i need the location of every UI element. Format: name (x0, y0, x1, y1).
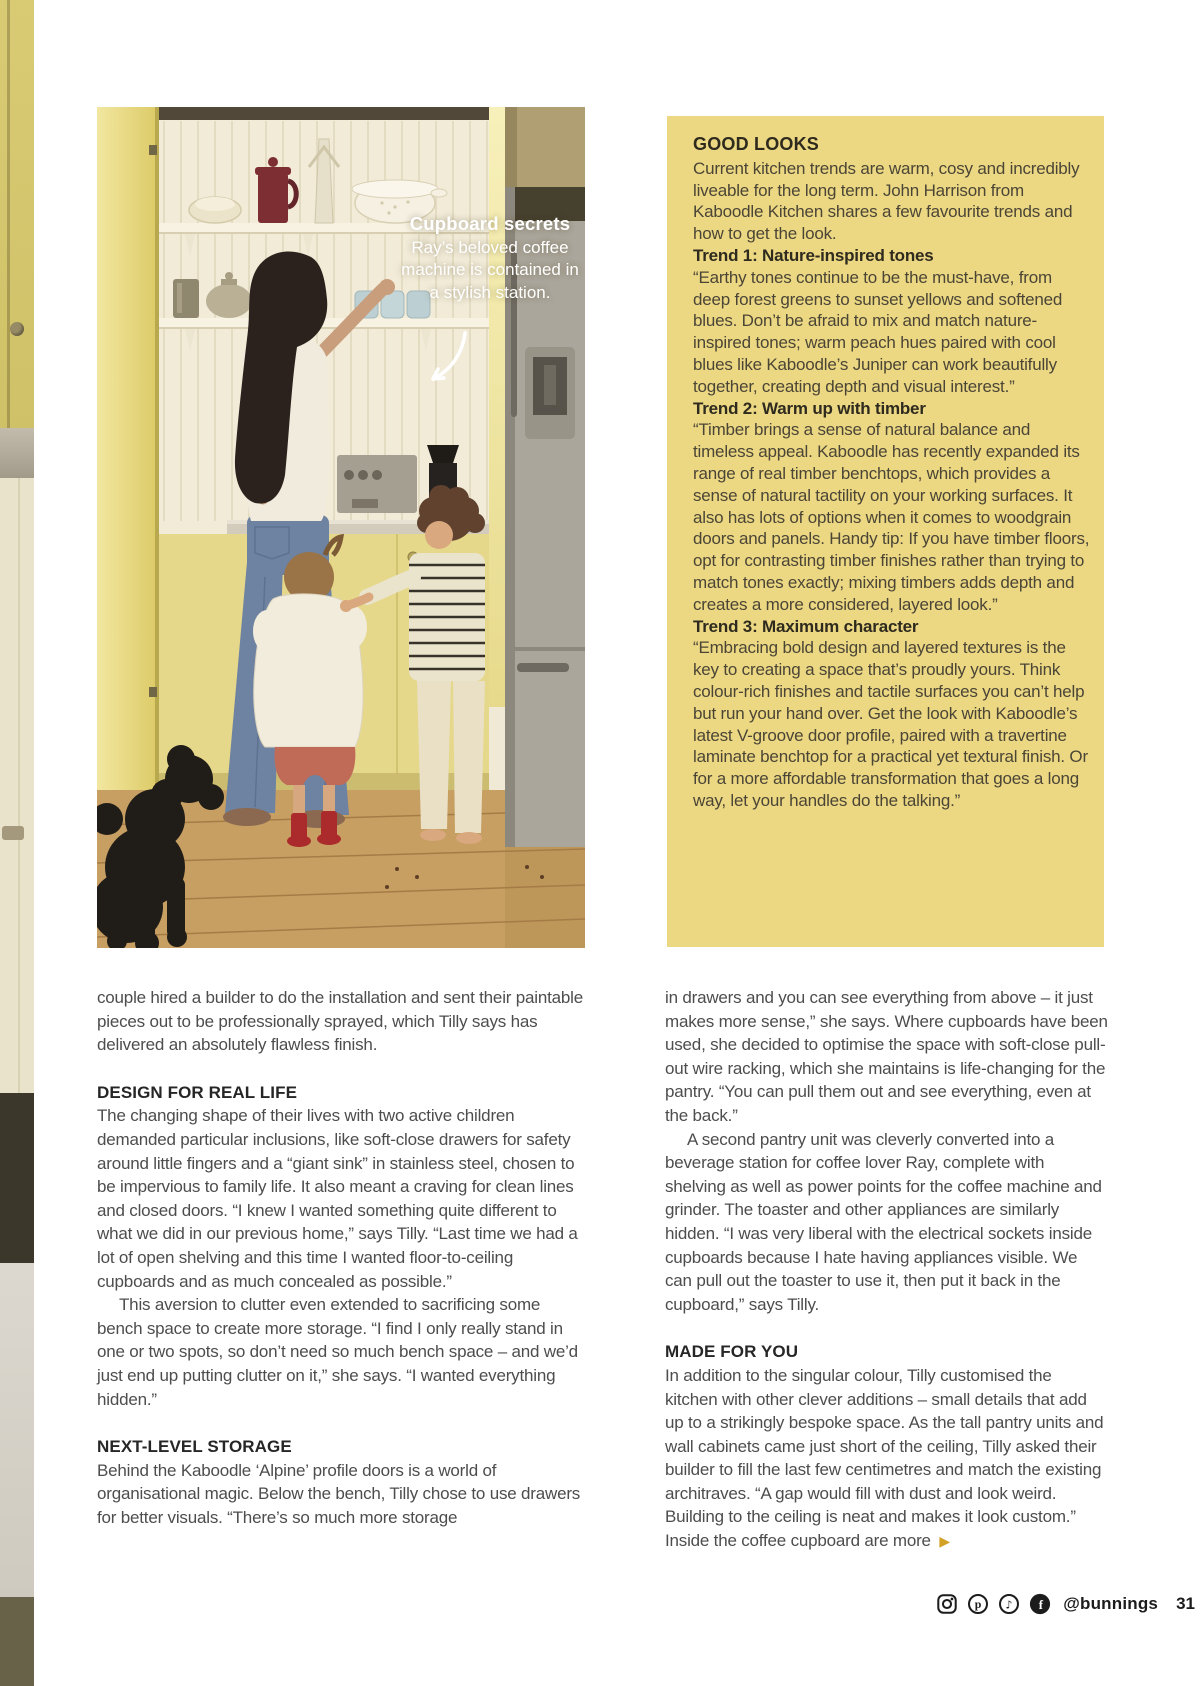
design-paragraph-1: The changing shape of their lives with two active children demanded particular inclusions, like soft-close drawers for safety around little fingers and a “giant sink” in stainless steel, chosen to be impervious to family life. It also meant a craving for clean lines and closed doors. “I knew I wanted something quite different to what we did in our previous home,” says Tilly. “Last time we had a lot of open shelving and this time I wanted floor-to-ceiling cupboards and as much concealed as possible.” (97, 1106, 578, 1291)
facebook-icon[interactable] (1029, 1593, 1051, 1615)
storage-paragraph-1: Behind the Kaboodle ‘Alpine’ profile doors is a world of organisational magic. Below the bench, Tilly chose to use drawers for better visuals. “There’s so much more storage (97, 1460, 581, 1527)
edge-lower-cabinet (0, 1597, 34, 1686)
left-open-door (97, 107, 159, 827)
trend-2-body: “Timber brings a sense of natural balance and timeless appeal. Kaboodle has recently expanded its range of real timber benchtops, which provides a sense of natural tactility on your working surfaces. It also has lots of options when it comes to woodgrain doors and panels. Handy tip: If you have timber floors, opt for contrasting timber finishes rather than trying to match tones exactly; mixing timbers adds depth and creates a more considered, layered look.” (693, 420, 1090, 614)
edge-cabinet-handle (2, 826, 24, 840)
article-left-column (97, 986, 589, 1529)
pinterest-icon[interactable] (967, 1593, 989, 1615)
trend-1-heading: Trend 1: Nature-inspired tones (693, 245, 934, 265)
trend-3-heading: Trend 3: Maximum character (693, 616, 919, 636)
svg-text:p: p (974, 1597, 982, 1612)
page-number: 31 (1176, 1594, 1195, 1613)
section-heading-made-for-you: MADE FOR YOU (665, 1342, 799, 1362)
social-handle: @bunnings (1063, 1594, 1159, 1613)
edge-marble-surface (0, 1263, 34, 1597)
edge-canister (0, 428, 34, 478)
svg-text:♪: ♪ (1005, 1598, 1013, 1612)
good-looks-box (667, 116, 1104, 947)
made-for-you-text: In addition to the singular colour, Tilly customised the kitchen with other clever additions – small details that add up to a strikingly bespoke space. As the tall pantry units and wall cabinets came just short of the ceiling, Tilly asked their builder to fill the last few centimetres and match the existing architraves. “A gap would fill with dust and look weird. Building to the ceiling is neat and makes it look custom.” Inside the coffee cupboard are more (665, 1365, 1104, 1551)
right-paragraph-2: A second pantry unit was cleverly converted into a beverage station for coffee lover Ray, complete with shelving as well as power points for the coffee machine and grinder. The toaster and other appliances are similarly hidden. “I was very liberal with the electrical sockets inside cupboards because I hate having appliances visible. We can pull out the toaster to use it, then put it back in the cupboard,” says Tilly. (665, 1129, 1102, 1314)
kitchen-photo (97, 107, 585, 948)
left-lead-paragraph: couple hired a builder to do the installation and sent their paintable pieces out to be professionally sprayed, which Tilly says has delivered an absolutely flawless finish. (97, 988, 583, 1055)
edge-cabinet-lower (0, 478, 34, 1093)
section-heading-design-for-real-life: DESIGN FOR REAL LIFE (97, 1082, 298, 1102)
tiktok-icon[interactable] (998, 1593, 1020, 1615)
right-paragraph-1: in drawers and you can see everything from above – it just makes more sense,” she says. Where cupboards have been used, she decided to optimise the space with soft-close pull-out wire racking, which she maintains is life-changing for the pantry. “You can pull them out and see everything, even at the back.” (665, 988, 1108, 1125)
made-for-you-paragraph (665, 1364, 1108, 1554)
photo-caption (401, 213, 579, 304)
right-open-door (489, 107, 505, 707)
edge-cabinet-lower-line (18, 478, 20, 1093)
section-heading-next-level-storage: NEXT-LEVEL STORAGE (97, 1437, 292, 1457)
trend-box-title: GOOD LOOKS (693, 134, 820, 154)
instagram-icon[interactable] (936, 1593, 958, 1615)
trend-1-body: “Earthy tones continue to be the must-have, from deep forest greens to sunset yellows and softened blues. Don’t be afraid to mix and match nature-inspired tones; warm peach hues paired with cool blues like Kaboodle’s Juniper can work beautifully together, creating depth and visual interest.” (693, 267, 1063, 396)
edge-benchtop-shadow (0, 1093, 34, 1263)
photo-caption-title: Cupboard secrets (409, 213, 571, 234)
trend-box-intro: Current kitchen trends are warm, cosy and incredibly liveable for the long term. John Harrison from Kaboodle Kitchen shares a few favourite trends and how to get the look. (693, 158, 1080, 244)
article-right-column (665, 986, 1108, 1554)
trend-2-heading: Trend 2: Warm up with timber (693, 398, 926, 418)
photo-caption-body: Ray’s beloved coffee machine is contained in a stylish station. (401, 238, 579, 302)
left-page-edge-photo (0, 0, 34, 1686)
edge-cabinet-knob (10, 322, 24, 336)
caption-arrow-icon (425, 329, 475, 387)
edge-cabinet-upper (0, 0, 34, 478)
trend-3-body: “Embracing bold design and layered textures is the key to creating a space that’s proudly yours. Think colour-rich finishes and tactile surfaces you can’t help but run your hand over. Get the look with Kaboodle’s latest V-groove door profile, paired with a travertine laminate benchtop for a practical yet textural finish. Or for a more affordable transformation that goes a long way, let your handles do the talking.” (693, 638, 1088, 810)
edge-cabinet-line (7, 0, 10, 478)
continue-arrow-icon: ▶ (939, 1533, 950, 1550)
page-footer (936, 1593, 1195, 1615)
svg-text:f: f (1038, 1598, 1044, 1613)
design-paragraph-2: This aversion to clutter even extended to sacrificing some bench space to create more storage. “I find I only really stand in one or two spots, so don’t need so much bench space – and we’d just end up putting clutter on it,” she says. “I wanted everything hidden.” (97, 1295, 578, 1409)
